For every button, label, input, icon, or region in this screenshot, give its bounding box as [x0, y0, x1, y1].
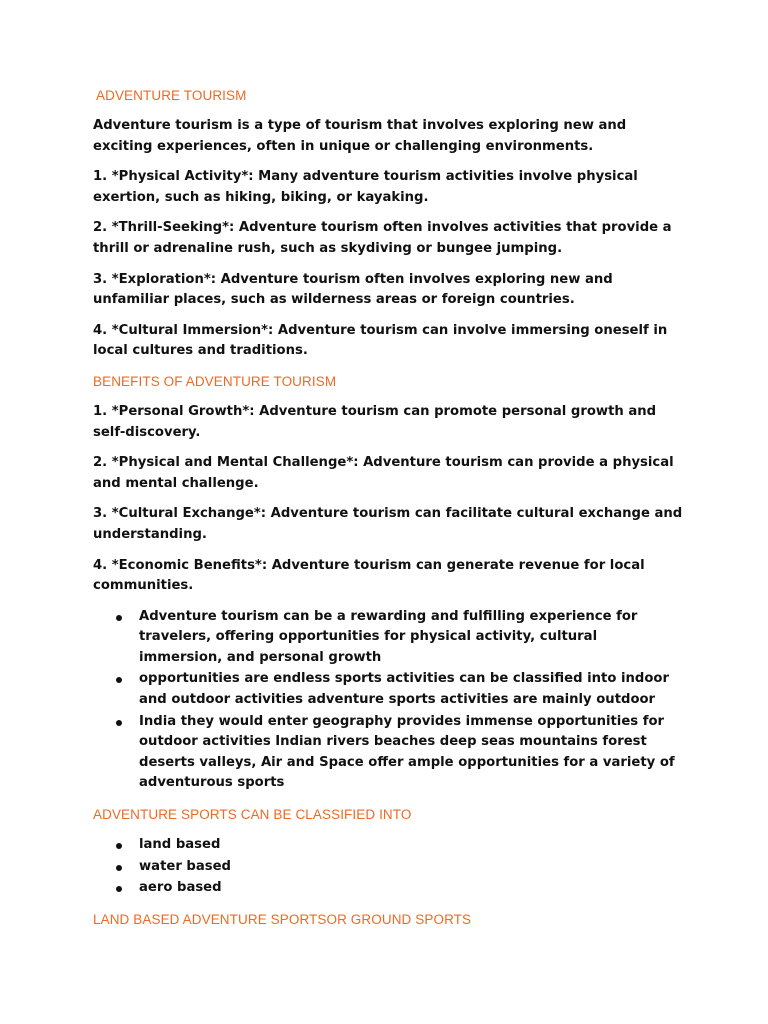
bullet-item — [93, 835, 683, 856]
bullet-text: aero based — [139, 880, 222, 896]
section-heading-land-based: LAND BASED ADVENTURE SPORTSOR GROUND SPORTS — [93, 911, 472, 927]
list-item-exploration: 3. *Exploration*: Adventure tourism often involves exploring new and unfamiliar places, such as wilderness areas or foreign countries. — [93, 271, 613, 308]
list-item-physical-mental-challenge: 2. *Physical and Mental Challenge*: Adventure tourism can provide a physical and mental challenge. — [93, 455, 674, 491]
bullet-item — [93, 712, 683, 794]
list-item-physical-activity: 1. *Physical Activity*: Many adventure tourism activities involve physical exertion, such as hiking, biking, or kayaking. — [93, 169, 638, 205]
bullet-icon — [116, 677, 122, 683]
section-heading-adventure-tourism: ADVENTURE TOURISM — [96, 88, 247, 103]
bullet-item — [93, 607, 683, 669]
intro-paragraph: Adventure tourism is a type of tourism that involves exploring new and exciting experiences, often in unique or challenging environments. — [93, 118, 627, 154]
classification-bullet-list — [93, 835, 683, 899]
list-item-thrill-seeking: 2. *Thrill-Seeking*: Adventure tourism often involves activities that provide a thrill or adrenaline rush, such as skydiving or bungee jumping. — [93, 220, 672, 256]
bullet-icon — [116, 886, 122, 892]
bullet-text: water based — [139, 858, 231, 874]
bullet-icon — [116, 865, 122, 871]
benefits-bullet-list — [93, 607, 683, 794]
section-heading-classification: ADVENTURE SPORTS CAN BE CLASSIFIED INTO — [93, 807, 412, 823]
list-item-cultural-exchange: 3. *Cultural Exchange*: Adventure tourism can facilitate cultural exchange and understanding. — [93, 506, 683, 542]
list-item-personal-growth: 1. *Personal Growth*: Adventure tourism can promote personal growth and self-discovery. — [93, 403, 657, 440]
list-item-cultural-immersion: 4. *Cultural Immersion*: Adventure tourism can involve immersing oneself in local cultures and traditions. — [93, 322, 668, 359]
bullet-icon — [116, 615, 122, 621]
bullet-text: Adventure tourism can be a rewarding and fulfilling experience for travelers, offering opportunities for physical activity, cultural immersion, and personal growth — [139, 608, 638, 665]
bullet-text: land based — [139, 837, 221, 853]
bullet-item — [93, 669, 683, 710]
bullet-icon — [116, 720, 122, 726]
document-page — [93, 86, 683, 930]
bullet-item — [93, 878, 683, 899]
section-heading-benefits: BENEFITS OF ADVENTURE TOURISM — [93, 373, 337, 389]
bullet-icon — [116, 843, 122, 849]
bullet-item — [93, 857, 683, 878]
bullet-text: India they would enter geography provides immense opportunities for outdoor activities Indian rivers beaches deep seas mountains forest deserts valleys, Air and Space offer ample opportunities for a variety of adventurous sports — [139, 713, 675, 791]
bullet-text: opportunities are endless sports activities can be classified into indoor and outdoor activities adventure sports activities are mainly outdoor — [139, 671, 669, 708]
list-item-economic-benefits: 4. *Economic Benefits*: Adventure tourism can generate revenue for local communities. — [93, 557, 645, 594]
